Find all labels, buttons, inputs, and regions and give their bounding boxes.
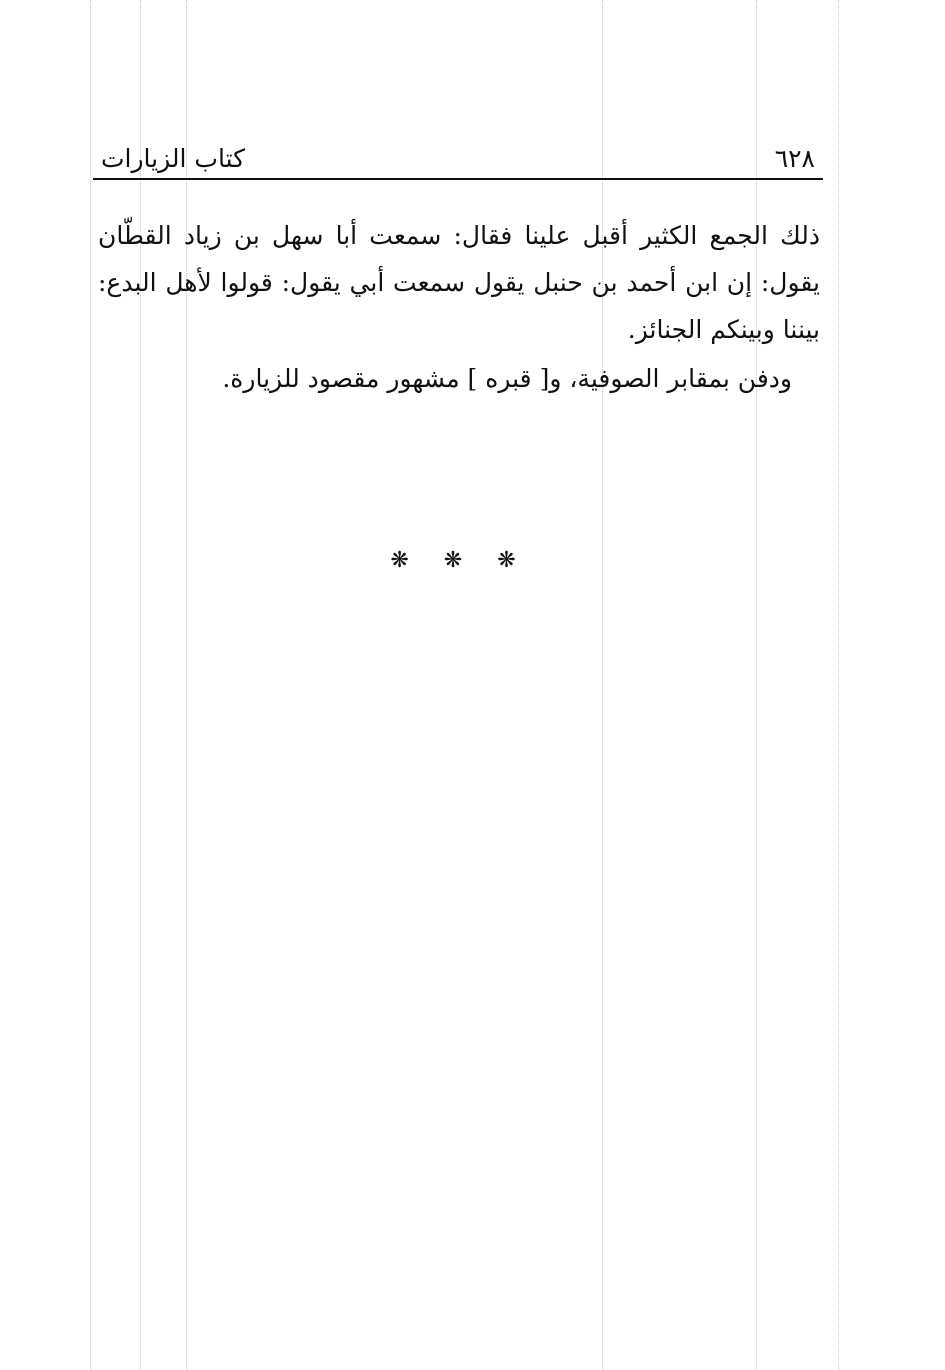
scan-artifact-line xyxy=(602,0,603,1370)
scan-artifact-line xyxy=(756,0,757,1370)
scan-artifact-line xyxy=(186,0,187,1370)
scan-artifact-line xyxy=(838,0,839,1370)
scan-artifact-line xyxy=(90,0,91,1370)
page-number: ٦٢٨ xyxy=(774,144,815,173)
page-body xyxy=(98,212,820,402)
scan-artifact-line xyxy=(140,0,141,1370)
body-paragraph: ودفن بمقابر الصوفية، و[ قبره ] مشهور مقصود للزيارة. xyxy=(222,364,792,393)
page-header xyxy=(93,138,823,180)
section-divider-ornament: ❋ ❋ ❋ xyxy=(390,548,530,573)
body-paragraph: ذلك الجمع الكثير أقبل علينا فقال: سمعت أبا سهل بن زياد القطّان يقول: إن ابن أحمد بن حنبل يقول سمعت أبي يقول: قولوا لأهل البدع: بيننا وبينكم الجنائز. xyxy=(98,221,820,344)
running-title: كتاب الزيارات xyxy=(101,144,246,173)
